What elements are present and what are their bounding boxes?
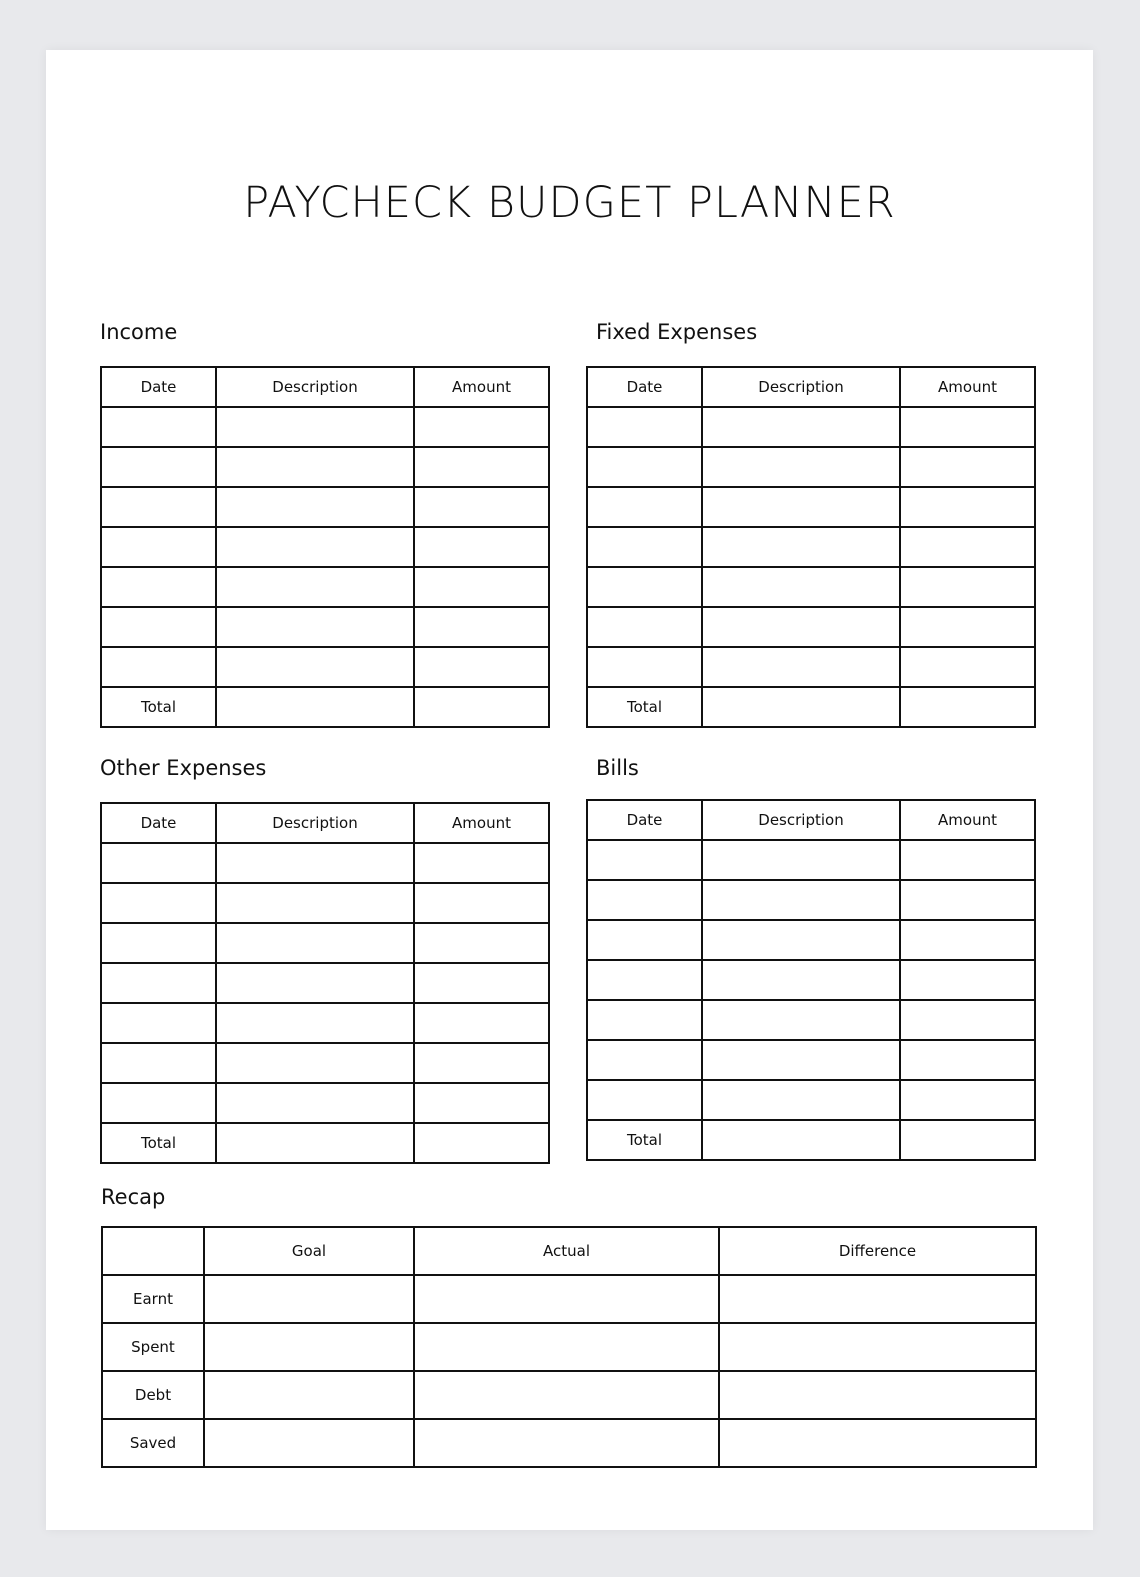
- actual-cell[interactable]: [414, 1419, 719, 1467]
- description-cell[interactable]: [216, 607, 414, 647]
- column-header-actual: Actual: [414, 1227, 719, 1275]
- amount-cell[interactable]: [414, 607, 549, 647]
- amount-cell[interactable]: [414, 567, 549, 607]
- table-row: [101, 447, 549, 487]
- difference-cell[interactable]: [719, 1371, 1036, 1419]
- goal-cell[interactable]: [204, 1275, 414, 1323]
- amount-cell[interactable]: [414, 447, 549, 487]
- description-cell[interactable]: [702, 1000, 900, 1040]
- date-cell[interactable]: [587, 960, 702, 1000]
- table-row: [587, 1080, 1035, 1120]
- row-label-spent: Spent: [102, 1323, 204, 1371]
- table-row: [101, 607, 549, 647]
- amount-cell[interactable]: [414, 923, 549, 963]
- description-cell[interactable]: [702, 1040, 900, 1080]
- planner-page: [46, 50, 1093, 1530]
- table-row: [587, 647, 1035, 687]
- table-header-row: [101, 367, 549, 407]
- column-header-date: Date: [587, 800, 702, 840]
- amount-cell[interactable]: [414, 527, 549, 567]
- total-row: [101, 1123, 549, 1163]
- description-cell[interactable]: [702, 527, 900, 567]
- description-cell[interactable]: [702, 960, 900, 1000]
- column-header-date: Date: [587, 367, 702, 407]
- date-cell[interactable]: [101, 1043, 216, 1083]
- goal-cell[interactable]: [204, 1371, 414, 1419]
- goal-cell[interactable]: [204, 1419, 414, 1467]
- table-row: [587, 447, 1035, 487]
- description-cell[interactable]: [702, 920, 900, 960]
- section-title-bills: Bills: [596, 756, 639, 780]
- amount-cell[interactable]: [900, 1040, 1035, 1080]
- description-cell[interactable]: [702, 880, 900, 920]
- description-cell[interactable]: [216, 1043, 414, 1083]
- total-amount-cell[interactable]: [414, 687, 549, 727]
- amount-cell[interactable]: [900, 527, 1035, 567]
- table-row: [101, 527, 549, 567]
- difference-cell[interactable]: [719, 1323, 1036, 1371]
- amount-cell[interactable]: [900, 567, 1035, 607]
- amount-cell[interactable]: [900, 920, 1035, 960]
- date-cell[interactable]: [587, 920, 702, 960]
- actual-cell[interactable]: [414, 1323, 719, 1371]
- date-cell[interactable]: [101, 487, 216, 527]
- other-expenses-table: [100, 802, 550, 1164]
- section-title-recap: Recap: [101, 1185, 166, 1209]
- total-label: Total: [101, 1123, 216, 1163]
- table-row: [101, 567, 549, 607]
- amount-cell[interactable]: [414, 487, 549, 527]
- date-cell[interactable]: [587, 527, 702, 567]
- row-label-debt: Debt: [102, 1371, 204, 1419]
- amount-cell[interactable]: [414, 883, 549, 923]
- description-cell[interactable]: [702, 567, 900, 607]
- total-amount-cell[interactable]: [900, 1120, 1035, 1160]
- table-row: [101, 883, 549, 923]
- description-cell[interactable]: [702, 447, 900, 487]
- total-label: Total: [587, 687, 702, 727]
- column-header-amount: Amount: [900, 367, 1035, 407]
- description-cell[interactable]: [702, 487, 900, 527]
- column-header-amount: Amount: [414, 803, 549, 843]
- section-title-income: Income: [100, 320, 178, 344]
- amount-cell[interactable]: [900, 840, 1035, 880]
- date-cell[interactable]: [101, 843, 216, 883]
- table-row: [101, 1003, 549, 1043]
- description-cell[interactable]: [216, 963, 414, 1003]
- column-header-difference: Difference: [719, 1227, 1036, 1275]
- recap-row-earnt: [102, 1275, 1036, 1323]
- date-cell[interactable]: [101, 883, 216, 923]
- table-row: [587, 960, 1035, 1000]
- amount-cell[interactable]: [900, 647, 1035, 687]
- description-cell[interactable]: [216, 567, 414, 607]
- date-cell[interactable]: [587, 407, 702, 447]
- date-cell[interactable]: [101, 923, 216, 963]
- total-description-cell[interactable]: [216, 687, 414, 727]
- total-row: [587, 1120, 1035, 1160]
- recap-table: [101, 1226, 1037, 1468]
- date-cell[interactable]: [101, 1083, 216, 1123]
- table-row: [587, 407, 1035, 447]
- recap-row-spent: [102, 1323, 1036, 1371]
- date-cell[interactable]: [587, 880, 702, 920]
- amount-cell[interactable]: [900, 447, 1035, 487]
- description-cell[interactable]: [702, 607, 900, 647]
- column-header-amount: Amount: [414, 367, 549, 407]
- amount-cell[interactable]: [414, 647, 549, 687]
- table-row: [587, 607, 1035, 647]
- date-cell[interactable]: [587, 487, 702, 527]
- table-row: [587, 840, 1035, 880]
- date-cell[interactable]: [587, 1000, 702, 1040]
- date-cell[interactable]: [101, 407, 216, 447]
- description-cell[interactable]: [216, 647, 414, 687]
- amount-cell[interactable]: [414, 1083, 549, 1123]
- description-cell[interactable]: [216, 487, 414, 527]
- table-row: [587, 880, 1035, 920]
- row-label-saved: Saved: [102, 1419, 204, 1467]
- date-cell[interactable]: [101, 527, 216, 567]
- section-title-other-expenses: Other Expenses: [100, 756, 267, 780]
- table-row: [101, 923, 549, 963]
- date-cell[interactable]: [101, 1003, 216, 1043]
- description-cell[interactable]: [216, 447, 414, 487]
- date-cell[interactable]: [587, 447, 702, 487]
- date-cell[interactable]: [101, 567, 216, 607]
- amount-cell[interactable]: [414, 407, 549, 447]
- amount-cell[interactable]: [900, 880, 1035, 920]
- column-header-date: Date: [101, 803, 216, 843]
- table-row: [101, 1043, 549, 1083]
- description-cell[interactable]: [216, 407, 414, 447]
- description-cell[interactable]: [702, 840, 900, 880]
- amount-cell[interactable]: [414, 843, 549, 883]
- date-cell[interactable]: [587, 567, 702, 607]
- date-cell[interactable]: [101, 963, 216, 1003]
- date-cell[interactable]: [587, 1040, 702, 1080]
- description-cell[interactable]: [702, 407, 900, 447]
- actual-cell[interactable]: [414, 1275, 719, 1323]
- date-cell[interactable]: [101, 607, 216, 647]
- column-header-amount: Amount: [900, 800, 1035, 840]
- table-row: [101, 843, 549, 883]
- table-row: [101, 407, 549, 447]
- table-row: [587, 527, 1035, 567]
- bills-table: [586, 799, 1036, 1161]
- amount-cell[interactable]: [900, 960, 1035, 1000]
- table-row: [101, 487, 549, 527]
- description-cell[interactable]: [216, 1003, 414, 1043]
- column-header-goal: Goal: [204, 1227, 414, 1275]
- total-row: [101, 687, 549, 727]
- income-table: [100, 366, 550, 728]
- section-title-fixed-expenses: Fixed Expenses: [596, 320, 758, 344]
- column-header-description: Description: [702, 367, 900, 407]
- total-amount-cell[interactable]: [900, 687, 1035, 727]
- amount-cell[interactable]: [900, 607, 1035, 647]
- amount-cell[interactable]: [414, 1003, 549, 1043]
- table-row: [587, 567, 1035, 607]
- date-cell[interactable]: [101, 647, 216, 687]
- total-label: Total: [101, 687, 216, 727]
- actual-cell[interactable]: [414, 1371, 719, 1419]
- description-cell[interactable]: [216, 843, 414, 883]
- table-header-row: [587, 800, 1035, 840]
- total-description-cell[interactable]: [702, 1120, 900, 1160]
- amount-cell[interactable]: [900, 1080, 1035, 1120]
- total-label: Total: [587, 1120, 702, 1160]
- description-cell[interactable]: [702, 1080, 900, 1120]
- row-label-earnt: Earnt: [102, 1275, 204, 1323]
- total-description-cell[interactable]: [702, 687, 900, 727]
- column-header-description: Description: [702, 800, 900, 840]
- table-row: [101, 1083, 549, 1123]
- amount-cell[interactable]: [414, 963, 549, 1003]
- goal-cell[interactable]: [204, 1323, 414, 1371]
- description-cell[interactable]: [216, 1083, 414, 1123]
- column-header-description: Description: [216, 367, 414, 407]
- recap-header-row: [102, 1227, 1036, 1275]
- table-row: [587, 920, 1035, 960]
- table-row: [587, 487, 1035, 527]
- difference-cell[interactable]: [719, 1419, 1036, 1467]
- date-cell[interactable]: [101, 447, 216, 487]
- fixed-expenses-table: [586, 366, 1036, 728]
- description-cell[interactable]: [702, 647, 900, 687]
- recap-corner-cell: [102, 1227, 204, 1275]
- table-header-row: [587, 367, 1035, 407]
- column-header-description: Description: [216, 803, 414, 843]
- description-cell[interactable]: [216, 527, 414, 567]
- amount-cell[interactable]: [900, 1000, 1035, 1040]
- date-cell[interactable]: [587, 647, 702, 687]
- table-row: [587, 1000, 1035, 1040]
- table-row: [101, 963, 549, 1003]
- column-header-date: Date: [101, 367, 216, 407]
- difference-cell[interactable]: [719, 1275, 1036, 1323]
- description-cell[interactable]: [216, 923, 414, 963]
- amount-cell[interactable]: [900, 487, 1035, 527]
- date-cell[interactable]: [587, 840, 702, 880]
- date-cell[interactable]: [587, 607, 702, 647]
- page-title: PAYCHECK BUDGET PLANNER: [243, 178, 896, 228]
- table-row: [101, 647, 549, 687]
- recap-row-saved: [102, 1419, 1036, 1467]
- total-row: [587, 687, 1035, 727]
- date-cell[interactable]: [587, 1080, 702, 1120]
- table-header-row: [101, 803, 549, 843]
- total-description-cell[interactable]: [216, 1123, 414, 1163]
- recap-row-debt: [102, 1371, 1036, 1419]
- total-amount-cell[interactable]: [414, 1123, 549, 1163]
- amount-cell[interactable]: [414, 1043, 549, 1083]
- description-cell[interactable]: [216, 883, 414, 923]
- table-row: [587, 1040, 1035, 1080]
- amount-cell[interactable]: [900, 407, 1035, 447]
